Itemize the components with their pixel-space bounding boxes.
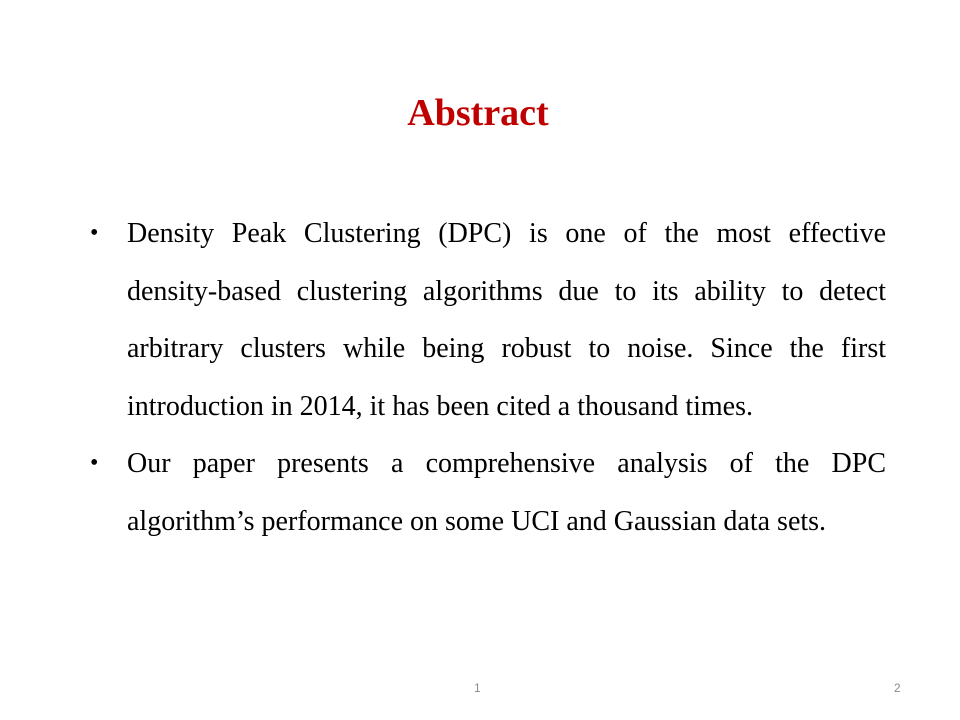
bullet-item xyxy=(90,205,886,435)
footer-page-number-right: 2 xyxy=(894,681,901,695)
bullet-list xyxy=(90,205,886,550)
slide-title: Abstract xyxy=(407,92,549,134)
bullet-icon: • xyxy=(90,450,99,476)
bullet-text: Our paper presents a comprehensive analysis of the DPC algorithm’s performance on some UCI and Gaussian data sets. xyxy=(127,448,886,537)
footer-page-number-center: 1 xyxy=(474,681,481,695)
bullet-text: Density Peak Clustering (DPC) is one of the most effective density-based clustering algorithms due to its ability to detect arbitrary clusters while being robust to noise. Since the first introduction in 2014, it has been cited a thousand times. xyxy=(127,218,886,422)
bullet-item xyxy=(90,435,886,550)
bullet-icon: • xyxy=(90,220,99,246)
